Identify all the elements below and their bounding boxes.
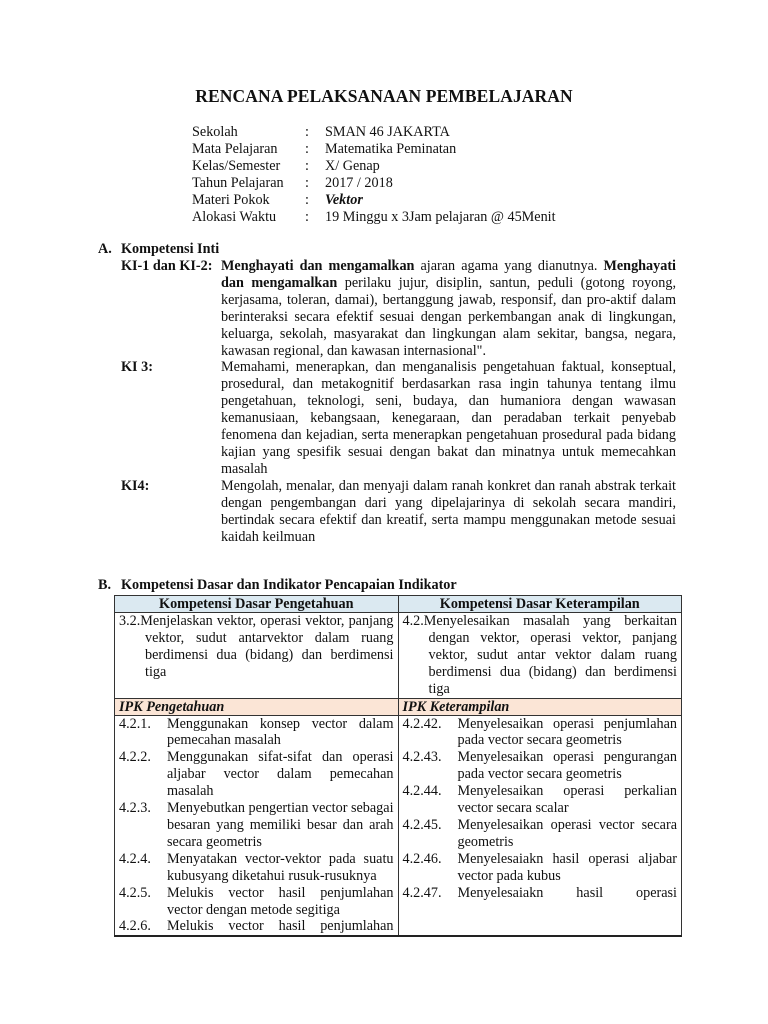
ipk-item xyxy=(119,918,394,935)
info-colon: : xyxy=(305,192,309,208)
ki-label: KI 3: xyxy=(121,359,153,376)
info-label: Sekolah xyxy=(192,124,238,140)
ipk-text: Menggunakan konsep vector dalam pemecahan masalah xyxy=(167,715,394,749)
ipk-number: 4.2.5. xyxy=(119,884,151,901)
ipk-number: 4.2.46. xyxy=(402,850,442,867)
info-value: SMAN 46 JAKARTA xyxy=(325,124,450,140)
info-value: 19 Minggu x 3Jam pelajaran @ 45Menit xyxy=(325,209,556,225)
ipk-text: Melukis vector hasil penjumlahan vector dengan metode segitiga xyxy=(167,884,394,918)
competence-table xyxy=(114,595,682,937)
ipk-text: Menyelesaikan operasi penjumlahan pada vector secara geometris xyxy=(457,715,677,749)
ipk-text: Menggunakan sifat-sifat dan operasi aljabar vector dalam pemecahan masalah xyxy=(167,749,394,800)
table-header-row xyxy=(115,596,682,613)
table-row xyxy=(115,613,682,699)
ipk-number: 4.2.4. xyxy=(119,850,151,867)
info-value: Matematika Peminatan xyxy=(325,141,457,157)
ki-bold: Menghayati dan mengamalkan xyxy=(221,258,415,274)
ipk-item xyxy=(119,716,394,750)
lesson-info xyxy=(192,124,556,226)
ipk-text: Melukis vector hasil penjumlahan xyxy=(167,918,394,935)
ipk-header: IPK Keterampilan xyxy=(398,698,682,715)
ipk-number: 4.2.2. xyxy=(119,749,151,766)
ipk-header: IPK Pengetahuan xyxy=(115,698,399,715)
section-core-competence xyxy=(98,241,678,545)
ipk-knowledge-cell xyxy=(115,715,399,936)
section-title: Kompetensi Dasar dan Indikator Pencapaian Indikator xyxy=(121,577,457,593)
ki-label: KI-1 dan KI-2: xyxy=(121,258,213,274)
info-row-class xyxy=(192,158,556,175)
ipk-item xyxy=(119,749,394,800)
ipk-number: 4.2.43. xyxy=(402,749,442,766)
ki-4 xyxy=(121,478,678,546)
info-colon: : xyxy=(305,124,309,140)
section-title: Kompetensi Inti xyxy=(121,241,220,257)
section-letter: A. xyxy=(98,241,112,257)
kd-item xyxy=(403,613,678,698)
column-header: Kompetensi Dasar Keterampilan xyxy=(398,596,682,613)
ipk-item xyxy=(403,783,678,817)
info-row-subject xyxy=(192,141,556,158)
info-row-time xyxy=(192,209,556,226)
info-value: X/ Genap xyxy=(325,158,380,174)
ipk-text: Menyelesaikan operasi perkalian vector secara scalar xyxy=(457,783,677,817)
ipk-number: 4.2.45. xyxy=(402,816,442,833)
ipk-number: 4.2.47. xyxy=(402,884,442,901)
info-colon: : xyxy=(305,209,309,225)
info-label: Materi Pokok xyxy=(192,192,270,208)
ki-label: KI4: xyxy=(121,477,150,494)
info-colon: : xyxy=(305,141,309,157)
ipk-item xyxy=(403,851,678,885)
info-value: 2017 / 2018 xyxy=(325,175,393,191)
ki-text xyxy=(221,258,676,359)
ki-text: Mengolah, menalar, dan menyaji dalam ranah konkret dan ranah abstrak terkait dengan pengembangan dari yang dipelajarinya di sekolah secara mandiri, bertindak secara efektif dan kreatif, serta mampu menggunakan metode sesuai kaidah keilmuan xyxy=(221,477,676,545)
info-row-school xyxy=(192,124,556,141)
ki-text-part: perilaku jujur, disiplin, santun, peduli (gotong royong, kerjasama, toleran, damai), bertanggung jawab, responsif, dan pro-aktif dalam berinteraksi secara efektif sesuai dengan perkembangan anak di lingkungan, keluarga, sekolah, masyarakat dan lingkungan alam sekitar, bangsa, negara, kawasan regional, dan kawasan internasional". xyxy=(221,274,676,359)
ki-text-part: ajaran agama yang dianutnya. xyxy=(414,258,604,274)
info-label: Alokasi Waktu xyxy=(192,209,277,225)
column-header: Kompetensi Dasar Pengetahuan xyxy=(115,596,399,613)
ipk-item xyxy=(119,885,394,919)
kd-number: 3.2. xyxy=(119,613,141,629)
info-label: Mata Pelajaran xyxy=(192,141,278,157)
section-heading xyxy=(98,577,457,594)
ki-3 xyxy=(121,359,678,477)
info-row-year xyxy=(192,175,556,192)
table-row xyxy=(115,715,682,936)
ipk-number: 4.2.3. xyxy=(119,800,151,817)
ipk-number: 4.2.1. xyxy=(119,715,151,732)
info-label: Kelas/Semester xyxy=(192,158,281,174)
kd-item xyxy=(119,613,394,681)
ki-text: Memahami, menerapkan, dan menganalisis pengetahuan faktual, konseptual, prosedural, dan metakognitif berdasarkan rasa ingin tahunya tentang ilmu pengetahuan, teknologi, seni, budaya, dan humaniora dengan wawasan kemanusiaan, kebangsaan, kenegaraan, dan peradaban terkait penyebab fenomena dan kejadian, serta menerapkan pengetahuan prosedural pada bidang kajian yang spesifik sesuai dengan bakat dan minatnya untuk memecahkan masalah xyxy=(221,359,676,477)
ki-1-2 xyxy=(121,258,678,359)
ipk-skill-cell xyxy=(398,715,682,936)
section-letter: B. xyxy=(98,577,112,593)
info-colon: : xyxy=(305,158,309,174)
ipk-text: Menyelesaikan operasi pengurangan pada vector secara geometris xyxy=(457,749,677,783)
kd-text: Menyelesaikan masalah yang berkaitan dengan vektor, operasi vektor, panjang vektor, sudut antar vektor dalam ruang berdimensi dua (bidang) dan berdimensi tiga xyxy=(423,613,677,697)
ipk-item xyxy=(119,851,394,885)
ipk-number: 4.2.6. xyxy=(119,918,151,935)
info-colon: : xyxy=(305,175,309,191)
ipk-item xyxy=(403,749,678,783)
ipk-number: 4.2.42. xyxy=(402,715,442,732)
ipk-item xyxy=(403,716,678,750)
ki-bold: Menghayati dan mengamalkan xyxy=(221,258,676,291)
info-row-topic xyxy=(192,192,556,209)
kd-skill-cell xyxy=(398,613,682,699)
ipk-text: Menyelesaiakn hasil operasi aljabar vector pada kubus xyxy=(457,850,677,884)
section-heading xyxy=(98,241,678,258)
ipk-text: Menyelesaikan operasi vector secara geometris xyxy=(457,816,677,850)
info-value: Vektor xyxy=(325,192,363,208)
ipk-item xyxy=(403,817,678,851)
ipk-text: Menyebutkan pengertian vector sebagai besaran yang memiliki besar dan arah secara geometris xyxy=(167,800,394,850)
info-label: Tahun Pelajaran xyxy=(192,175,284,191)
document-title: RENCANA PELAKSANAAN PEMBELAJARAN xyxy=(195,86,573,106)
ipk-number: 4.2.44. xyxy=(402,783,442,800)
ipk-text: Menyatakan vector-vektor pada suatu kubusyang diketahui rusuk-rusuknya xyxy=(167,850,394,884)
ipk-header-row xyxy=(115,698,682,715)
kd-knowledge-cell xyxy=(115,613,399,699)
ipk-item xyxy=(119,800,394,851)
ipk-item xyxy=(403,885,678,902)
kd-text: Menjelaskan vektor, operasi vektor, panjang vektor, sudut antarvektor dalam ruang berdimensi dua (bidang) dan berdimensi tiga xyxy=(140,613,394,680)
kd-number: 4.2. xyxy=(402,613,424,629)
ipk-text: Menyelesaiakn hasil operasi xyxy=(457,884,677,901)
